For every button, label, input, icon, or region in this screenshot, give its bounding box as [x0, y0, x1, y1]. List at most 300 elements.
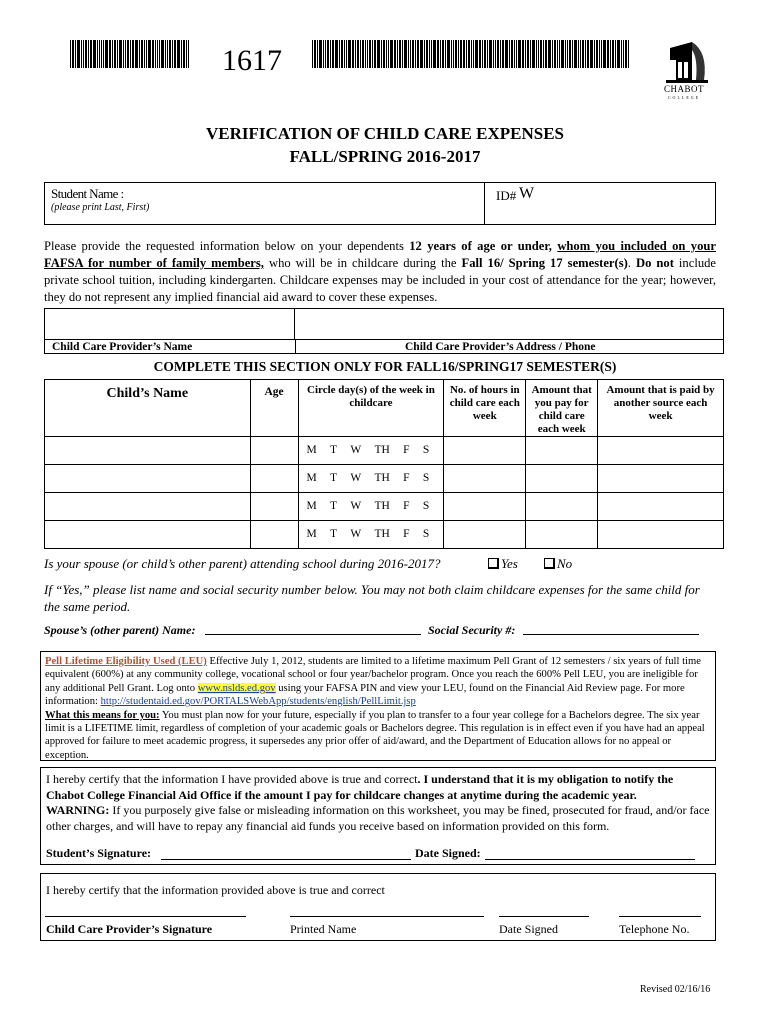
barcode-bar: [471, 40, 472, 68]
day-option[interactable]: T: [330, 472, 338, 484]
barcode-bar: [538, 40, 539, 68]
barcode-bar: [455, 40, 457, 68]
barcode-bar: [582, 40, 584, 68]
day-option[interactable]: F: [403, 472, 410, 484]
barcode-bar: [144, 40, 145, 68]
barcode-bar: [557, 40, 558, 68]
barcode-bar: [451, 40, 452, 68]
provider-printed-name-label: Printed Name: [290, 922, 357, 936]
barcode-bar: [165, 40, 166, 68]
pell-text-2: using your FAFSA PIN and view your LEU, found on the Financial Aid Review page. For more information:: [45, 682, 685, 708]
barcode-bar: [93, 40, 96, 68]
barcode-bar: [587, 40, 589, 68]
barcode-bar: [117, 40, 118, 68]
barcode-bar: [119, 40, 122, 68]
spouse-ssn-input[interactable]: [523, 634, 699, 635]
child-care-table: [44, 379, 724, 549]
days-options: [299, 493, 444, 519]
barcode-bar: [527, 40, 529, 68]
intro-age-limit: 12 years of age or under,: [409, 239, 558, 253]
barcode-bar: [572, 40, 573, 68]
amount-other-cell[interactable]: [598, 521, 724, 549]
day-option[interactable]: W: [350, 528, 362, 540]
barcode-bar: [540, 40, 542, 68]
amount-other-cell[interactable]: [598, 493, 724, 521]
provider-address-header: Child Care Provider’s Address / Phone: [405, 341, 596, 353]
barcode-bar: [453, 40, 454, 68]
barcode-bar: [617, 40, 620, 68]
barcode-bar: [101, 40, 102, 68]
barcode-bar: [132, 40, 134, 68]
barcode-bar: [603, 40, 606, 68]
day-option[interactable]: S: [422, 500, 430, 512]
barcode-left: [70, 40, 190, 68]
barcode-bar: [590, 40, 593, 68]
pell-limit-link[interactable]: http://studentaid.ed.gov/PORTALSWebApp/students/english/PellLimit.jsp: [100, 696, 416, 708]
barcode-bar: [502, 40, 504, 68]
barcode-bar: [596, 40, 598, 68]
student-certification-box: [40, 767, 716, 865]
barcode-bar: [127, 40, 129, 68]
provider-name-header: Child Care Provider’s Name: [52, 341, 193, 353]
day-option[interactable]: F: [403, 528, 410, 540]
barcode-bar: [514, 40, 515, 68]
provider-certify-text: I hereby certify that the information provided above is true and correct: [46, 883, 385, 897]
pell-text-3: You must plan now for your future, especially if you plan to transfer to a four year college for a Bachelors degree. The six year limit is a LIFETIME limit, regardless of completion of your academic goals or Bachelors degree. This regulation is in effect even if you have had an appeal approved for failure to meet academic progress, it supersedes any prior offer of aid/award, and the Department of Education allows for no appeal or exception.: [45, 709, 705, 761]
barcode-bar: [415, 40, 416, 68]
barcode-bar: [417, 40, 419, 68]
form-title: VERIFICATION OF CHILD CARE EXPENSES: [206, 124, 564, 143]
student-name-field[interactable]: [45, 183, 485, 224]
barcode-bar: [377, 40, 380, 68]
barcode-bar: [367, 40, 368, 68]
barcode-right: [312, 40, 630, 68]
barcode-bar: [482, 40, 483, 68]
barcode-bar: [390, 40, 393, 68]
student-id-prefix: W: [519, 185, 535, 202]
spouse-instruction: If “Yes,” please list name and social security number below. You may not both claim childcare expenses for the same child for the same period.: [44, 582, 700, 614]
barcode-bar: [123, 40, 124, 68]
day-option[interactable]: W: [350, 500, 362, 512]
barcode-bar: [341, 40, 343, 68]
child-row: [45, 493, 724, 521]
barcode-bar: [426, 40, 428, 68]
barcode-bar: [522, 40, 524, 68]
child-row: [45, 465, 724, 493]
hours-cell[interactable]: [444, 493, 526, 521]
barcode-bar: [169, 40, 171, 68]
barcode-bar: [532, 40, 535, 68]
barcode-bar: [410, 40, 411, 68]
barcode-bar: [399, 40, 401, 68]
barcode-bar: [386, 40, 387, 68]
intro-text-3: .: [627, 256, 636, 270]
barcode-bar: [155, 40, 156, 68]
barcode-bar: [177, 40, 180, 68]
days-cell[interactable]: [298, 493, 444, 521]
barcode-bar: [475, 40, 478, 68]
provider-date-input[interactable]: [499, 916, 589, 917]
barcode-bar: [404, 40, 407, 68]
barcode-bar: [152, 40, 154, 68]
barcode-bar: [148, 40, 151, 68]
intro-text-2: who will be in childcare during the: [263, 256, 462, 270]
provider-signature-input[interactable]: [45, 916, 246, 917]
barcode-bar: [369, 40, 371, 68]
barcode-bar: [325, 40, 326, 68]
child-name-cell[interactable]: [45, 437, 251, 465]
child-age-cell[interactable]: [250, 437, 298, 465]
barcode-bar: [319, 40, 322, 68]
barcode-bar: [112, 40, 113, 68]
intro-semesters: Fall 16/ Spring 17 semester(s): [461, 256, 628, 270]
day-option[interactable]: TH: [374, 444, 390, 456]
child-name-cell[interactable]: [45, 521, 251, 549]
child-age-cell[interactable]: [250, 465, 298, 493]
barcode-bar: [625, 40, 627, 68]
barcode-bar: [125, 40, 126, 68]
barcode-bar: [174, 40, 176, 68]
day-option[interactable]: T: [330, 500, 338, 512]
day-option[interactable]: W: [350, 444, 362, 456]
student-date-input[interactable]: [485, 859, 695, 860]
spouse-yes-option[interactable]: [488, 556, 518, 572]
barcode-bar: [381, 40, 382, 68]
barcode-bar: [458, 40, 459, 68]
barcode-bar: [445, 40, 446, 68]
table-header-row: [45, 380, 724, 437]
barcode-bar: [159, 40, 160, 68]
barcode-bar: [412, 40, 414, 68]
barcode-bar: [569, 40, 571, 68]
barcode-bar: [90, 40, 92, 68]
provider-printed-name-input[interactable]: [290, 916, 484, 917]
child-name-cell[interactable]: [45, 465, 251, 493]
barcode-bar: [83, 40, 84, 68]
spouse-no-option[interactable]: [544, 556, 572, 572]
day-option[interactable]: M: [306, 528, 317, 540]
barcode-bar: [460, 40, 462, 68]
form-subtitle: FALL/SPRING 2016-2017: [289, 147, 481, 166]
barcode-bar: [357, 40, 359, 68]
barcode-bar: [365, 40, 366, 68]
barcode-bar: [81, 40, 82, 68]
barcode-bar: [601, 40, 602, 68]
barcode-bar: [348, 40, 351, 68]
barcode-bar: [585, 40, 586, 68]
provider-table: [44, 308, 724, 354]
barcode-bar: [323, 40, 324, 68]
barcode-bar: [332, 40, 334, 68]
barcode-bar: [574, 40, 577, 68]
amount-you-pay-cell[interactable]: [526, 521, 598, 549]
amount-other-cell[interactable]: [598, 465, 724, 493]
barcode-bar: [388, 40, 389, 68]
barcode-bar: [135, 40, 138, 68]
student-id-field[interactable]: [486, 183, 715, 224]
barcode-bar: [99, 40, 101, 68]
barcode-bar: [70, 40, 71, 68]
amount-you-pay-header: Amount that you pay for child care each week: [526, 380, 598, 437]
barcode-bar: [77, 40, 80, 68]
barcode-bar: [578, 40, 579, 68]
barcode-bar: [172, 40, 173, 68]
barcode-bar: [103, 40, 104, 68]
barcode-bar: [484, 40, 486, 68]
barcode-bar: [610, 40, 611, 68]
child-row: [45, 437, 724, 465]
barcode-bar: [88, 40, 89, 68]
barcode-bar: [433, 40, 436, 68]
barcode-bar: [157, 40, 159, 68]
intro-do-not: Do not: [635, 256, 674, 270]
logo-subtext: COLLEGE: [667, 95, 701, 100]
barcode-bar: [330, 40, 331, 68]
student-name-label: Student Name :: [51, 186, 124, 201]
day-option[interactable]: T: [330, 528, 338, 540]
provider-date-label: Date Signed: [499, 922, 558, 936]
child-row: [45, 521, 724, 549]
barcode-bar: [440, 40, 441, 68]
day-option[interactable]: S: [422, 444, 430, 456]
days-header: Circle day(s) of the week in childcare: [298, 380, 444, 437]
barcode-bar: [374, 40, 376, 68]
warning-label: WARNING:: [46, 803, 110, 817]
barcode-bar: [621, 40, 622, 68]
barcode-bar: [383, 40, 385, 68]
barcode-bar: [335, 40, 338, 68]
spouse-name-input[interactable]: [205, 634, 421, 635]
barcode-bar: [468, 40, 470, 68]
no-checkbox-icon[interactable]: [544, 558, 555, 569]
day-option[interactable]: S: [422, 472, 430, 484]
day-option[interactable]: M: [306, 472, 317, 484]
day-option[interactable]: F: [403, 444, 410, 456]
barcode-bar: [628, 40, 629, 68]
barcode-bar: [615, 40, 616, 68]
pell-leu-box: [40, 651, 716, 761]
no-label: No: [557, 556, 573, 571]
pell-leu-heading: Pell Lifetime Eligibility Used (LEU): [45, 656, 207, 667]
barcode-bar: [314, 40, 316, 68]
hours-cell[interactable]: [444, 521, 526, 549]
barcode-bar: [362, 40, 365, 68]
logo-text: CHABOT: [663, 84, 704, 94]
barcode-bar: [561, 40, 564, 68]
barcode-bar: [372, 40, 373, 68]
barcode-bar: [429, 40, 430, 68]
barcode-bar: [183, 40, 185, 68]
yes-label: Yes: [501, 556, 518, 571]
intro-fafsa-requirement: whom you included on your FAFSA for number of family members,: [44, 239, 716, 270]
barcode-bar: [473, 40, 474, 68]
divider: [295, 340, 296, 354]
days-cell[interactable]: [298, 465, 444, 493]
child-name-cell[interactable]: [45, 493, 251, 521]
barcode-bar: [161, 40, 164, 68]
barcode-bar: [607, 40, 609, 68]
barcode-bar: [548, 40, 551, 68]
barcode-bar: [559, 40, 560, 68]
child-age-cell[interactable]: [250, 493, 298, 521]
spouse-ssn-label: Social Security #:: [428, 623, 516, 637]
day-option[interactable]: S: [422, 528, 430, 540]
barcode-bar: [500, 40, 501, 68]
barcode-bar: [167, 40, 168, 68]
barcode-bar: [420, 40, 423, 68]
age-header: Age: [250, 380, 298, 437]
amount-other-header: Amount that is paid by another source each week: [598, 380, 724, 437]
provider-name-input[interactable]: [45, 309, 295, 340]
barcode-bar: [75, 40, 76, 68]
barcode-bar: [530, 40, 531, 68]
barcode-bar: [565, 40, 567, 68]
barcode-bar: [394, 40, 396, 68]
barcode-bar: [402, 40, 403, 68]
spouse-question: Is your spouse (or child’s other parent) attending school during 2016-2017?: [44, 556, 441, 571]
days-options: [299, 521, 444, 547]
barcode-bar: [518, 40, 521, 68]
days-options: [299, 465, 444, 491]
barcode-bar: [489, 40, 492, 68]
certify-obligation: . I understand that it is my obligation to notify the Chabot College Financial Aid Office if the amount I pay for childcare changes at anytime during the academic year.: [46, 772, 674, 802]
spouse-name-label: Spouse’s (other parent) Name:: [44, 623, 196, 637]
barcode-bar: [511, 40, 513, 68]
days-cell[interactable]: [298, 521, 444, 549]
barcode-bar: [493, 40, 494, 68]
section-title: COMPLETE THIS SECTION ONLY FOR FALL16/SPRING17 SEMESTER(S): [153, 359, 617, 374]
student-id-label: ID#: [496, 188, 517, 203]
barcode-bar: [479, 40, 481, 68]
barcode-bar: [536, 40, 537, 68]
amount-you-pay-cell[interactable]: [526, 437, 598, 465]
provider-address-input[interactable]: [295, 309, 723, 340]
barcode-bar: [146, 40, 147, 68]
barcode-bar: [431, 40, 432, 68]
day-option[interactable]: TH: [374, 472, 390, 484]
yes-checkbox-icon[interactable]: [488, 558, 499, 569]
form-number: 1617: [222, 44, 282, 77]
barcode-bar: [317, 40, 318, 68]
barcode-bar: [181, 40, 182, 68]
barcode-bar: [188, 40, 189, 68]
barcode-bar: [437, 40, 439, 68]
barcode-bar: [545, 40, 547, 68]
day-option[interactable]: TH: [374, 528, 390, 540]
nslds-link[interactable]: www.nslds.ed.gov: [197, 682, 276, 694]
barcode-bar: [497, 40, 499, 68]
provider-certification-box: [40, 873, 716, 941]
barcode-bar: [612, 40, 614, 68]
barcode-bar: [352, 40, 354, 68]
barcode-bar: [599, 40, 600, 68]
barcode-bar: [495, 40, 496, 68]
barcode-bar: [408, 40, 409, 68]
student-name-hint: (please print Last, First): [51, 202, 150, 213]
barcode-bar: [141, 40, 143, 68]
child-name-header: Child’s Name: [45, 380, 251, 437]
barcode-bar: [466, 40, 467, 68]
days-cell[interactable]: [298, 437, 444, 465]
student-date-label: Date Signed:: [415, 846, 481, 860]
provider-signature-label: Child Care Provider’s Signature: [46, 922, 213, 936]
certify-text-1: I hereby certify that the information I have provided above is true and correct: [46, 772, 418, 786]
barcode-bar: [463, 40, 466, 68]
revised-date: Revised 02/16/16: [640, 984, 711, 995]
amount-you-pay-cell[interactable]: [526, 465, 598, 493]
what-this-means-heading: What this means for you:: [45, 709, 160, 721]
barcode-bar: [554, 40, 556, 68]
instructions-paragraph: [44, 238, 716, 306]
provider-phone-label: Telephone No.: [619, 922, 690, 936]
provider-phone-input[interactable]: [619, 916, 701, 917]
barcode-bar: [516, 40, 517, 68]
barcode-bar: [344, 40, 345, 68]
day-option[interactable]: M: [306, 500, 317, 512]
day-option[interactable]: F: [403, 500, 410, 512]
barcode-bar: [72, 40, 74, 68]
amount-other-cell[interactable]: [598, 437, 724, 465]
barcode-bar: [623, 40, 624, 68]
barcode-bar: [130, 40, 131, 68]
hours-cell[interactable]: [444, 465, 526, 493]
barcode-bar: [97, 40, 98, 68]
day-option[interactable]: TH: [374, 500, 390, 512]
barcode-bar: [327, 40, 329, 68]
barcode-bar: [360, 40, 361, 68]
barcode-bar: [85, 40, 87, 68]
student-signature-input[interactable]: [161, 859, 411, 860]
barcode-bar: [509, 40, 510, 68]
intro-text-4: include private school tuition, including kindergarten. Childcare expenses may be included in your cost of attendance for the year; however, they do not represent any implied financial aid award to cover these expenses.: [44, 256, 716, 304]
amount-you-pay-cell[interactable]: [526, 493, 598, 521]
hours-cell[interactable]: [444, 437, 526, 465]
barcode-bar: [114, 40, 116, 68]
barcode-bar: [355, 40, 356, 68]
barcode-bar: [580, 40, 581, 68]
barcode-bar: [543, 40, 544, 68]
barcode-bar: [487, 40, 488, 68]
day-option[interactable]: W: [350, 472, 362, 484]
barcode-bar: [312, 40, 313, 68]
barcode-bar: [346, 40, 347, 68]
intro-text-1: Please provide the requested information below on your dependents: [44, 239, 410, 253]
barcode-bar: [139, 40, 140, 68]
child-age-cell[interactable]: [250, 521, 298, 549]
barcode-bar: [339, 40, 340, 68]
barcode-bar: [442, 40, 444, 68]
barcode-bar: [447, 40, 450, 68]
barcode-bar: [505, 40, 508, 68]
barcode-bar: [552, 40, 553, 68]
barcode-bar: [105, 40, 108, 68]
day-option[interactable]: T: [330, 444, 338, 456]
barcode-bar: [424, 40, 425, 68]
days-options: [299, 437, 444, 463]
barcode-bar: [397, 40, 398, 68]
barcode-bar: [567, 40, 568, 68]
student-signature-label: Student’s Signature:: [46, 846, 152, 860]
barcode-bar: [594, 40, 595, 68]
day-option[interactable]: M: [306, 444, 317, 456]
barcode-bar: [186, 40, 187, 68]
warning-text: If you purposely give false or misleading information on this worksheet, you may be fined, prosecuted for fraud, and/or face other charges, and will have to repay any financial aid funds you receive based on information provided on this form.: [46, 803, 710, 833]
barcode-bar: [109, 40, 111, 68]
hours-header: No. of hours in child care each week: [444, 380, 526, 437]
barcode-bar: [525, 40, 526, 68]
pell-text-1: Effective July 1, 2012, students are limited to a lifetime maximum Pell Grant of 12 semesters / six years of full time equivalent (600%) at any community college, vocational school or four year/bachelor program. Once you reach the 600% Pell LEU, you are ineligible for any additional Pell Grant. Log onto: [45, 656, 701, 694]
student-info-box: [44, 182, 716, 225]
